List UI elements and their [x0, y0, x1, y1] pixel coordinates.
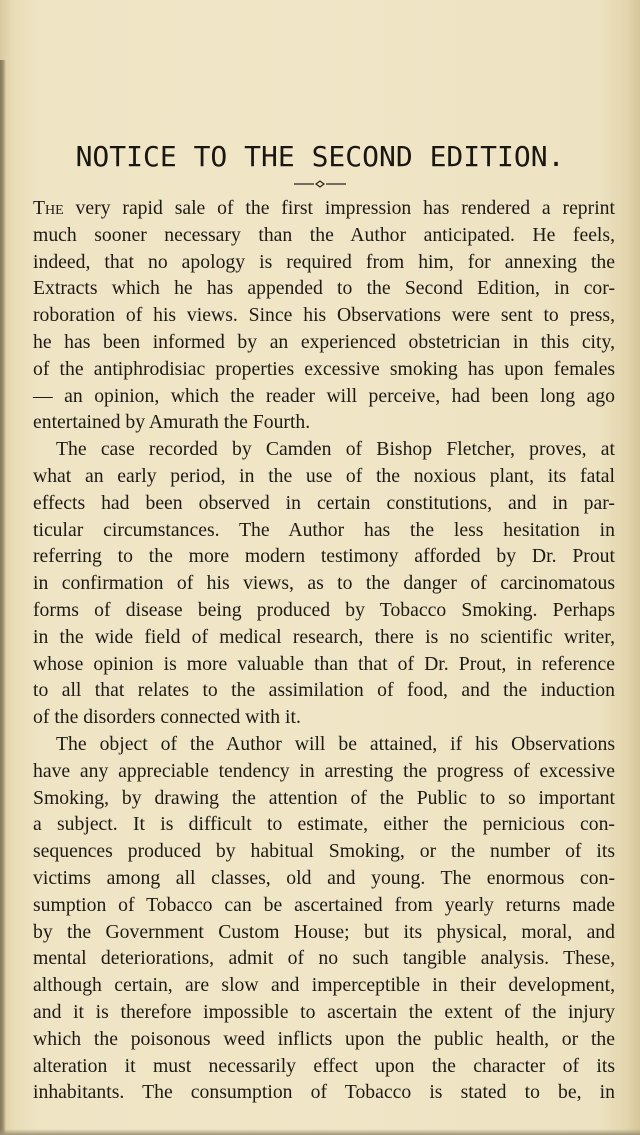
text-line: of the disorders connected with it.: [33, 706, 301, 729]
text-line: by the Government Custom House; but its physical, moral, and: [33, 920, 615, 943]
text-line: he has been informed by an experienced obstetrician in this city,: [33, 330, 615, 353]
text-line: have any appreciable tendency in arresting the progress of excessive: [33, 759, 615, 782]
body-text: [33, 195, 615, 1106]
line-text: very rapid sale of the first impression has rendered a reprint: [63, 197, 615, 219]
text-line: victims among all classes, old and young. The enormous con-: [33, 866, 615, 889]
text-line: Smoking, by drawing the attention of the Public to so important: [33, 786, 615, 809]
text-line: sumption of Tobacco can be ascertained from yearly returns made: [33, 893, 615, 916]
text-line: which the poisonous weed inflicts upon the public health, or the: [33, 1027, 615, 1050]
text-line: sequences produced by habitual Smoking, or the number of its: [33, 840, 615, 863]
ornament-rule-icon: [290, 178, 350, 190]
text-line: and it is therefore impossible to ascertain the extent of the injury: [33, 1000, 615, 1023]
text-line: entertained by Amurath the Fourth.: [33, 411, 311, 434]
text-line: alteration it must necessarily effect upon the character of its: [33, 1054, 615, 1077]
text-line: a subject. It is difficult to estimate, either the pernicious con-: [33, 813, 615, 836]
page-title: NOTICE TO THE SECOND EDITION.: [75, 140, 565, 173]
text-line: of the antiphrodisiac properties excessive smoking has upon females: [33, 357, 615, 380]
text-line: ticular circumstances. The Author has the less hesitation in: [33, 518, 615, 541]
text-line: roboration of his views. Since his Observations were sent to press,: [33, 304, 615, 327]
text-line: whose opinion is more valuable than that of Dr. Prout, in reference: [33, 652, 615, 675]
text-line: mental deteriorations, admit of no such tangible analysis. These,: [33, 947, 615, 970]
text-line: The case recorded by Camden of Bishop Fletcher, proves, at: [56, 438, 615, 461]
text-line: Extracts which he has appended to the Second Edition, in cor-: [33, 277, 615, 300]
text-line: — an opinion, which the reader will perceive, had been long ago: [33, 384, 615, 407]
text-line: forms of disease being produced by Tobacco Smoking. Perhaps: [33, 598, 615, 621]
text-line: effects had been observed in certain constitutions, and in par-: [33, 491, 615, 514]
text-line: in the wide field of medical research, there is no scientific writer,: [33, 625, 615, 648]
text-line: what an early period, in the use of the noxious plant, its fatal: [33, 464, 615, 487]
text-line: The object of the Author will be attained, if his Observations: [56, 732, 615, 755]
page-bottom-shadow: [0, 1129, 640, 1135]
text-line: indeed, that no apology is required from him, for annexing the: [33, 250, 615, 273]
text-line: [33, 195, 615, 222]
first-word: The: [33, 197, 64, 219]
text-line: in confirmation of his views, as to the danger of carcinomatous: [33, 572, 615, 595]
text-line: much sooner necessary than the Author anticipated. He feels,: [33, 223, 615, 246]
text-line: referring to the more modern testimony afforded by Dr. Prout: [33, 545, 615, 568]
text-line: to all that relates to the assimilation of food, and the induction: [33, 679, 615, 702]
text-line: although certain, are slow and imperceptible in their development,: [33, 974, 615, 997]
text-line: inhabitants. The consumption of Tobacco is stated to be, in: [33, 1081, 615, 1104]
page-binding-shadow: [0, 60, 6, 1135]
